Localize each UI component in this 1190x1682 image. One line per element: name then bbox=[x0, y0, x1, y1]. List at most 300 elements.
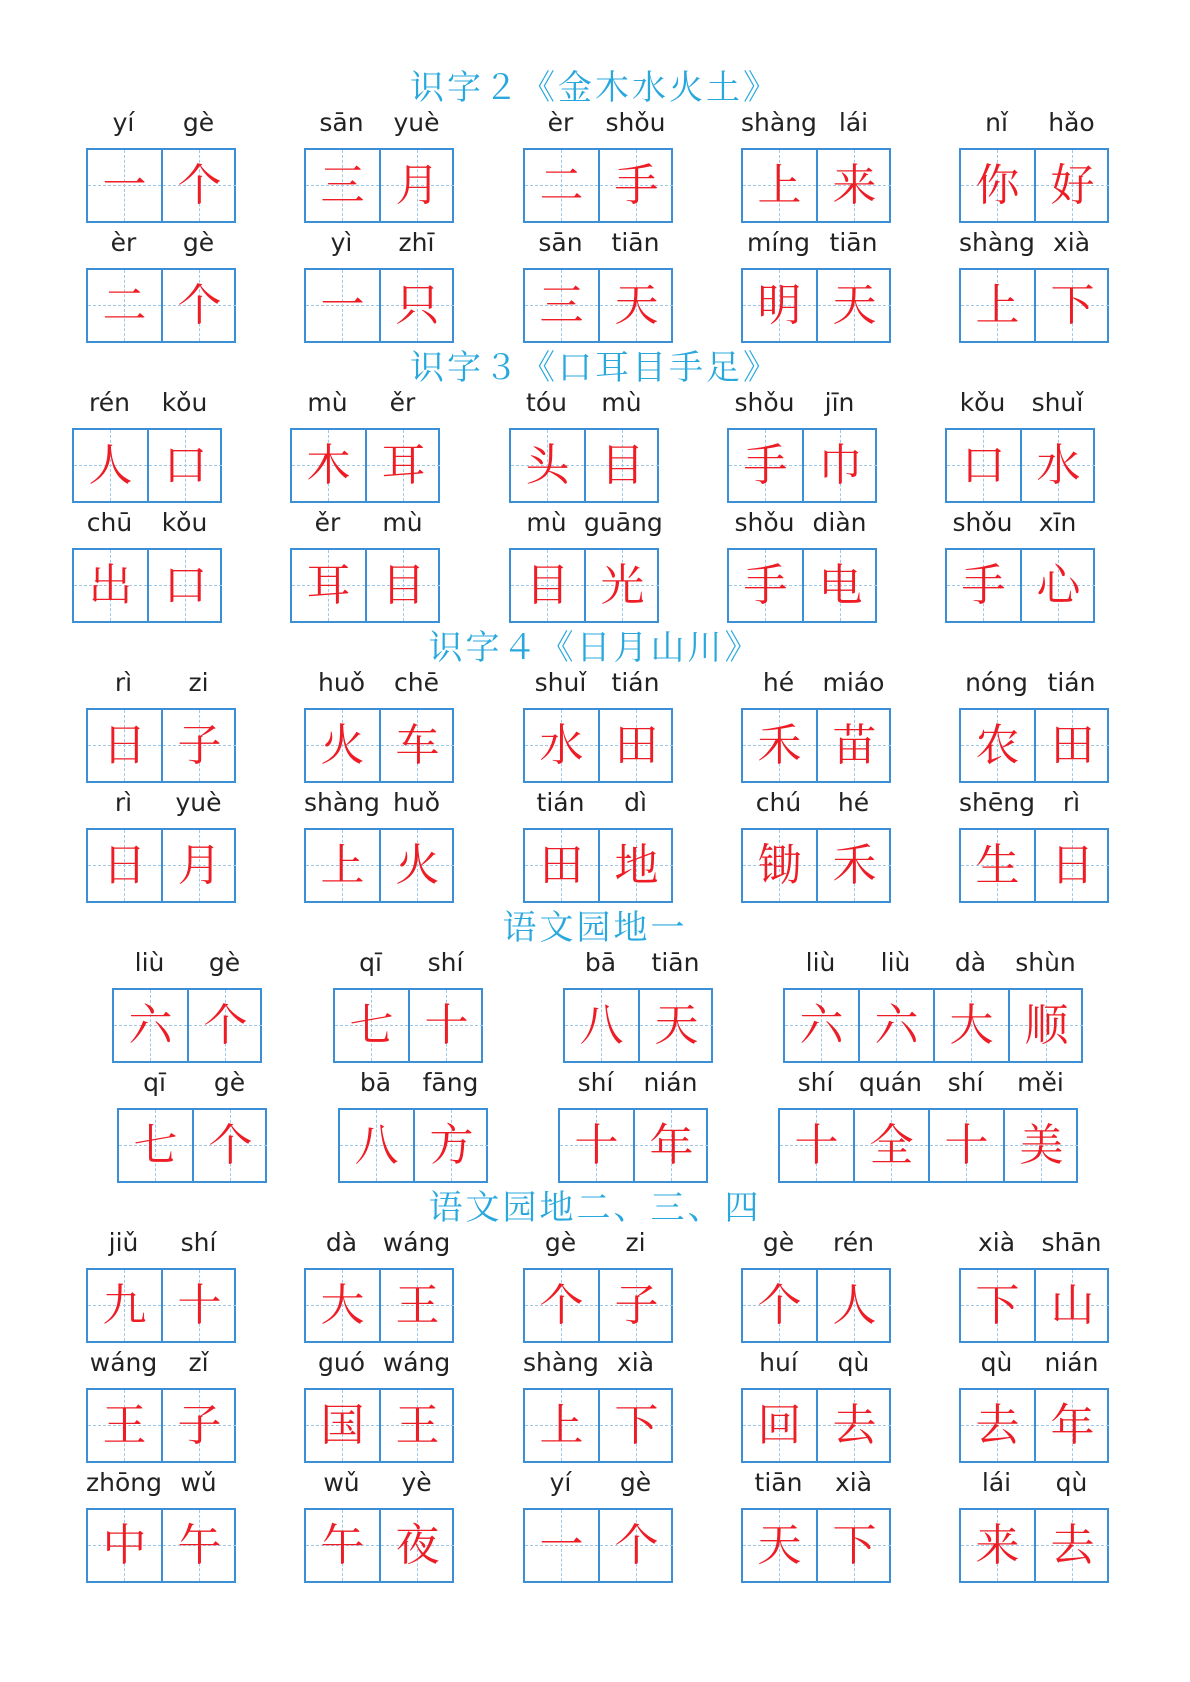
pinyin-label: měi bbox=[1017, 1068, 1064, 1097]
tianzige-cell bbox=[743, 710, 816, 781]
hanzi-character: 个 bbox=[177, 280, 222, 331]
word-card bbox=[304, 1228, 454, 1343]
tianzige-box bbox=[959, 828, 1109, 903]
hanzi-character: 人 bbox=[832, 1280, 877, 1331]
tianzige-box bbox=[304, 708, 454, 783]
pinyin-label: zi bbox=[625, 1228, 646, 1257]
hanzi-character: 去 bbox=[832, 1400, 877, 1451]
word-card bbox=[523, 1468, 673, 1583]
pinyin-label: bā bbox=[359, 1068, 392, 1097]
hanzi-character: 王 bbox=[395, 1400, 440, 1451]
section-title: 语文园地一 bbox=[502, 908, 688, 948]
tianzige-cell bbox=[88, 270, 161, 341]
tianzige-box bbox=[741, 828, 891, 903]
pinyin-label: èr bbox=[547, 108, 574, 137]
tianzige-cell bbox=[785, 990, 858, 1061]
pinyin-label: jīn bbox=[824, 388, 855, 417]
word-card bbox=[523, 668, 673, 783]
word-card bbox=[72, 508, 222, 623]
word-card bbox=[304, 1468, 454, 1583]
hanzi-character: 目 bbox=[600, 440, 645, 491]
hanzi-character: 上 bbox=[539, 1400, 584, 1451]
tianzige-cell bbox=[640, 990, 713, 1061]
tianzige-cell bbox=[818, 270, 891, 341]
tianzige-cell bbox=[525, 830, 598, 901]
tianzige-box bbox=[959, 1508, 1109, 1583]
word-card bbox=[304, 108, 454, 223]
hanzi-character: 六 bbox=[874, 1000, 919, 1051]
tianzige-cell bbox=[367, 550, 440, 621]
tianzige-cell bbox=[961, 1510, 1034, 1581]
tianzige-cell bbox=[743, 1510, 816, 1581]
tianzige-cell bbox=[855, 1110, 928, 1181]
pinyin-label: tiān bbox=[754, 1468, 803, 1497]
pinyin-label: rén bbox=[833, 1228, 874, 1257]
tianzige-cell bbox=[306, 150, 379, 221]
tianzige-box bbox=[558, 1108, 708, 1183]
tianzige-box bbox=[727, 428, 877, 503]
tianzige-cell bbox=[961, 1270, 1034, 1341]
tianzige-cell bbox=[163, 1390, 236, 1461]
tianzige-cell bbox=[961, 830, 1034, 901]
tianzige-cell bbox=[381, 830, 454, 901]
pinyin-label: xià bbox=[616, 1348, 655, 1377]
tianzige-cell bbox=[306, 1390, 379, 1461]
tianzige-cell bbox=[961, 150, 1034, 221]
pinyin-label: nǐ bbox=[985, 108, 1008, 137]
word-card bbox=[523, 1348, 673, 1463]
pinyin-label: shuǐ bbox=[1031, 388, 1084, 417]
tianzige-cell bbox=[381, 270, 454, 341]
tianzige-cell bbox=[600, 830, 673, 901]
pinyin-label: qù bbox=[980, 1348, 1013, 1377]
pinyin-label: nóng bbox=[965, 668, 1028, 697]
tianzige-cell bbox=[1036, 150, 1109, 221]
word-card bbox=[563, 948, 713, 1063]
hanzi-character: 子 bbox=[614, 1280, 659, 1331]
tianzige-cell bbox=[415, 1110, 488, 1181]
tianzige-cell bbox=[729, 430, 802, 501]
hanzi-character: 大 bbox=[320, 1280, 365, 1331]
pinyin-label: shí bbox=[947, 1068, 984, 1097]
tianzige-box bbox=[523, 1508, 673, 1583]
tianzige-cell bbox=[149, 550, 222, 621]
tianzige-cell bbox=[586, 430, 659, 501]
hanzi-character: 锄 bbox=[757, 840, 802, 891]
tianzige-box bbox=[117, 1108, 267, 1183]
tianzige-cell bbox=[1036, 1390, 1109, 1461]
pinyin-label: ěr bbox=[389, 388, 416, 417]
tianzige-box bbox=[741, 1508, 891, 1583]
pinyin-label: dì bbox=[624, 788, 647, 817]
section-title: 识字２《金木水火土》 bbox=[410, 68, 780, 108]
tianzige-box bbox=[959, 708, 1109, 783]
hanzi-character: 个 bbox=[614, 1520, 659, 1571]
tianzige-box bbox=[523, 1388, 673, 1463]
tianzige-cell bbox=[935, 990, 1008, 1061]
section-title: 识字３《口耳目手足》 bbox=[410, 348, 780, 388]
hanzi-character: 田 bbox=[1050, 720, 1095, 771]
pinyin-label: chē bbox=[394, 668, 439, 697]
tianzige-cell bbox=[88, 830, 161, 901]
tianzige-box bbox=[523, 1268, 673, 1343]
hanzi-character: 午 bbox=[320, 1520, 365, 1571]
hanzi-character: 明 bbox=[757, 280, 802, 331]
pinyin-label: shǒu bbox=[734, 508, 795, 537]
tianzige-box bbox=[290, 548, 440, 623]
pinyin-label: xià bbox=[834, 1468, 873, 1497]
tianzige-cell bbox=[635, 1110, 708, 1181]
pinyin-label: nián bbox=[1044, 1348, 1099, 1377]
word-card bbox=[783, 948, 1083, 1063]
pinyin-label: míng bbox=[746, 228, 810, 257]
hanzi-character: 六 bbox=[128, 1000, 173, 1051]
hanzi-character: 山 bbox=[1050, 1280, 1095, 1331]
tianzige-cell bbox=[194, 1110, 267, 1181]
tianzige-cell bbox=[1036, 1270, 1109, 1341]
pinyin-label: shǒu bbox=[734, 388, 795, 417]
tianzige-box bbox=[86, 268, 236, 343]
tianzige-cell bbox=[306, 830, 379, 901]
tianzige-cell bbox=[88, 150, 161, 221]
hanzi-character: 口 bbox=[961, 440, 1006, 491]
tianzige-cell bbox=[292, 550, 365, 621]
tianzige-cell bbox=[860, 990, 933, 1061]
tianzige-box bbox=[338, 1108, 488, 1183]
tianzige-cell bbox=[114, 990, 187, 1061]
pinyin-label: xià bbox=[977, 1228, 1016, 1257]
pinyin-label: qī bbox=[143, 1068, 166, 1097]
hanzi-character: 口 bbox=[163, 440, 208, 491]
word-card bbox=[959, 1348, 1109, 1463]
pinyin-label: sān bbox=[538, 228, 583, 257]
tianzige-cell bbox=[600, 270, 673, 341]
tianzige-box bbox=[959, 148, 1109, 223]
tianzige-box bbox=[86, 708, 236, 783]
hanzi-character: 电 bbox=[818, 560, 863, 611]
word-card bbox=[290, 508, 440, 623]
tianzige-cell bbox=[600, 1390, 673, 1461]
hanzi-character: 生 bbox=[975, 840, 1020, 891]
hanzi-character: 七 bbox=[133, 1120, 178, 1171]
tianzige-box bbox=[333, 988, 483, 1063]
pinyin-label: rì bbox=[114, 668, 133, 697]
hanzi-character: 八 bbox=[579, 1000, 624, 1051]
word-card bbox=[338, 1068, 488, 1183]
hanzi-character: 水 bbox=[1036, 440, 1081, 491]
word-card bbox=[304, 788, 454, 903]
tianzige-box bbox=[523, 148, 673, 223]
word-card bbox=[558, 1068, 708, 1183]
pinyin-label: zhī bbox=[398, 228, 435, 257]
pinyin-label: mù bbox=[307, 388, 348, 417]
hanzi-character: 上 bbox=[320, 840, 365, 891]
tianzige-box bbox=[304, 1388, 454, 1463]
tianzige-box bbox=[290, 428, 440, 503]
hanzi-character: 田 bbox=[539, 840, 584, 891]
hanzi-character: 大 bbox=[949, 1000, 994, 1051]
pinyin-label: tiān bbox=[651, 948, 700, 977]
pinyin-label: gè bbox=[182, 108, 215, 137]
tianzige-box bbox=[509, 548, 659, 623]
tianzige-cell bbox=[292, 430, 365, 501]
hanzi-character: 日 bbox=[102, 840, 147, 891]
hanzi-character: 手 bbox=[743, 440, 788, 491]
tianzige-box bbox=[112, 988, 262, 1063]
word-card bbox=[741, 788, 891, 903]
tianzige-box bbox=[778, 1108, 1078, 1183]
tianzige-box bbox=[523, 708, 673, 783]
tianzige-cell bbox=[1036, 270, 1109, 341]
pinyin-label: wǔ bbox=[180, 1468, 217, 1497]
pinyin-label: shuǐ bbox=[534, 668, 587, 697]
tianzige-cell bbox=[743, 830, 816, 901]
hanzi-character: 天 bbox=[654, 1000, 699, 1051]
pinyin-label: gè bbox=[182, 228, 215, 257]
hanzi-character: 一 bbox=[102, 160, 147, 211]
pinyin-label: nián bbox=[643, 1068, 698, 1097]
hanzi-character: 七 bbox=[349, 1000, 394, 1051]
tianzige-cell bbox=[818, 830, 891, 901]
word-card bbox=[523, 1228, 673, 1343]
hanzi-character: 苗 bbox=[832, 720, 877, 771]
tianzige-cell bbox=[525, 1510, 598, 1581]
hanzi-character: 上 bbox=[975, 280, 1020, 331]
word-card bbox=[117, 1068, 267, 1183]
tianzige-cell bbox=[1036, 830, 1109, 901]
tianzige-cell bbox=[119, 1110, 192, 1181]
hanzi-character: 月 bbox=[395, 160, 440, 211]
tianzige-cell bbox=[1036, 710, 1109, 781]
hanzi-character: 天 bbox=[832, 280, 877, 331]
pinyin-label: wáng bbox=[89, 1348, 158, 1377]
tianzige-cell bbox=[88, 1390, 161, 1461]
hanzi-character: 去 bbox=[975, 1400, 1020, 1451]
hanzi-character: 六 bbox=[799, 1000, 844, 1051]
pinyin-label: shǒu bbox=[952, 508, 1013, 537]
hanzi-character: 美 bbox=[1019, 1120, 1064, 1171]
tianzige-box bbox=[563, 988, 713, 1063]
pinyin-label: qù bbox=[837, 1348, 870, 1377]
tianzige-cell bbox=[818, 710, 891, 781]
tianzige-cell bbox=[163, 830, 236, 901]
tianzige-cell bbox=[743, 1390, 816, 1461]
pinyin-label: diàn bbox=[812, 508, 867, 537]
pinyin-label: hǎo bbox=[1048, 108, 1095, 137]
tianzige-cell bbox=[743, 270, 816, 341]
hanzi-character: 八 bbox=[354, 1120, 399, 1171]
tianzige-cell bbox=[1022, 550, 1095, 621]
hanzi-character: 上 bbox=[757, 160, 802, 211]
hanzi-character: 十 bbox=[574, 1120, 619, 1171]
tianzige-box bbox=[959, 1388, 1109, 1463]
tianzige-cell bbox=[163, 150, 236, 221]
hanzi-character: 月 bbox=[177, 840, 222, 891]
tianzige-cell bbox=[961, 1390, 1034, 1461]
pinyin-label: gè bbox=[619, 1468, 652, 1497]
hanzi-character: 全 bbox=[869, 1120, 914, 1171]
tianzige-box bbox=[86, 1388, 236, 1463]
word-card bbox=[304, 1348, 454, 1463]
tianzige-cell bbox=[600, 1510, 673, 1581]
hanzi-character: 王 bbox=[102, 1400, 147, 1451]
pinyin-label: liù bbox=[805, 948, 836, 977]
pinyin-label: shàng bbox=[523, 1348, 599, 1377]
section-title: 识字４《日月山川》 bbox=[428, 628, 762, 668]
tianzige-cell bbox=[818, 150, 891, 221]
tianzige-box bbox=[304, 1508, 454, 1583]
pinyin-label: yí bbox=[112, 108, 135, 137]
pinyin-label: shàng bbox=[741, 108, 817, 137]
pinyin-label: gè bbox=[213, 1068, 246, 1097]
pinyin-label: shàng bbox=[959, 228, 1035, 257]
hanzi-character: 木 bbox=[306, 440, 351, 491]
tianzige-cell bbox=[381, 1270, 454, 1341]
tianzige-cell bbox=[381, 1390, 454, 1461]
hanzi-character: 中 bbox=[102, 1520, 147, 1571]
word-card bbox=[86, 1228, 236, 1343]
hanzi-character: 国 bbox=[320, 1400, 365, 1451]
tianzige-box bbox=[304, 148, 454, 223]
word-card bbox=[86, 1348, 236, 1463]
word-card bbox=[741, 668, 891, 783]
pinyin-label: èr bbox=[110, 228, 137, 257]
tianzige-cell bbox=[729, 550, 802, 621]
word-card bbox=[72, 388, 222, 503]
pinyin-label: guó bbox=[317, 1348, 365, 1377]
pinyin-label: mù bbox=[382, 508, 423, 537]
pinyin-label: lái bbox=[981, 1468, 1012, 1497]
hanzi-character: 来 bbox=[975, 1520, 1020, 1571]
tianzige-box bbox=[86, 148, 236, 223]
section-title: 语文园地二、三、四 bbox=[428, 1188, 762, 1228]
pinyin-label: hé bbox=[762, 668, 795, 697]
hanzi-character: 十 bbox=[794, 1120, 839, 1171]
word-card bbox=[304, 228, 454, 343]
tianzige-box bbox=[945, 428, 1095, 503]
tianzige-cell bbox=[88, 1270, 161, 1341]
hanzi-character: 禾 bbox=[832, 840, 877, 891]
word-card bbox=[86, 788, 236, 903]
pinyin-label: shùn bbox=[1015, 948, 1076, 977]
tianzige-box bbox=[72, 548, 222, 623]
pinyin-label: wáng bbox=[382, 1348, 451, 1377]
word-card bbox=[741, 1348, 891, 1463]
tianzige-box bbox=[304, 828, 454, 903]
hanzi-character: 个 bbox=[203, 1000, 248, 1051]
word-card bbox=[523, 788, 673, 903]
hanzi-character: 手 bbox=[961, 560, 1006, 611]
pinyin-label: tóu bbox=[526, 388, 567, 417]
pinyin-label: yì bbox=[330, 228, 353, 257]
hanzi-character: 水 bbox=[539, 720, 584, 771]
pinyin-label: rì bbox=[1062, 788, 1081, 817]
tianzige-cell bbox=[367, 430, 440, 501]
tianzige-cell bbox=[525, 1270, 598, 1341]
tianzige-cell bbox=[511, 430, 584, 501]
tianzige-cell bbox=[560, 1110, 633, 1181]
hanzi-character: 巾 bbox=[818, 440, 863, 491]
pinyin-label: mù bbox=[601, 388, 642, 417]
tianzige-cell bbox=[74, 550, 147, 621]
pinyin-label: sān bbox=[319, 108, 364, 137]
word-card bbox=[959, 1228, 1109, 1343]
tianzige-box bbox=[959, 1268, 1109, 1343]
hanzi-character: 十 bbox=[424, 1000, 469, 1051]
hanzi-character: 农 bbox=[975, 720, 1020, 771]
pinyin-label: bā bbox=[584, 948, 617, 977]
hanzi-character: 只 bbox=[395, 280, 440, 331]
pinyin-label: gè bbox=[208, 948, 241, 977]
tianzige-cell bbox=[600, 710, 673, 781]
tianzige-box bbox=[86, 1508, 236, 1583]
tianzige-box bbox=[523, 268, 673, 343]
tianzige-cell bbox=[381, 1510, 454, 1581]
hanzi-character: 火 bbox=[395, 840, 440, 891]
hanzi-character: 口 bbox=[163, 560, 208, 611]
tianzige-box bbox=[727, 548, 877, 623]
tianzige-cell bbox=[804, 430, 877, 501]
hanzi-character: 方 bbox=[429, 1120, 474, 1171]
tianzige-cell bbox=[335, 990, 408, 1061]
tianzige-cell bbox=[1022, 430, 1095, 501]
pinyin-label: mù bbox=[526, 508, 567, 537]
word-card bbox=[112, 948, 262, 1063]
tianzige-cell bbox=[381, 710, 454, 781]
hanzi-character: 一 bbox=[539, 1520, 584, 1571]
pinyin-label: tián bbox=[1047, 668, 1096, 697]
tianzige-cell bbox=[565, 990, 638, 1061]
hanzi-character: 地 bbox=[614, 840, 659, 891]
tianzige-cell bbox=[189, 990, 262, 1061]
tianzige-box bbox=[523, 828, 673, 903]
hanzi-character: 好 bbox=[1050, 160, 1095, 211]
pinyin-label: wǔ bbox=[323, 1468, 360, 1497]
pinyin-label: dà bbox=[954, 948, 987, 977]
pinyin-label: chú bbox=[755, 788, 802, 817]
hanzi-character: 去 bbox=[1050, 1520, 1095, 1571]
pinyin-label: xià bbox=[1052, 228, 1091, 257]
word-card bbox=[304, 668, 454, 783]
tianzige-cell bbox=[525, 1390, 598, 1461]
pinyin-label: zi bbox=[188, 668, 209, 697]
tianzige-cell bbox=[306, 1510, 379, 1581]
tianzige-cell bbox=[818, 1390, 891, 1461]
pinyin-label: guāng bbox=[584, 508, 663, 537]
pinyin-label: shí bbox=[427, 948, 464, 977]
word-card bbox=[333, 948, 483, 1063]
tianzige-cell bbox=[525, 270, 598, 341]
pinyin-label: yuè bbox=[393, 108, 440, 137]
word-card bbox=[509, 508, 663, 623]
tianzige-box bbox=[741, 148, 891, 223]
pinyin-label: shàng bbox=[304, 788, 380, 817]
tianzige-cell bbox=[88, 710, 161, 781]
hanzi-character: 年 bbox=[1050, 1400, 1095, 1451]
tianzige-box bbox=[741, 268, 891, 343]
hanzi-character: 火 bbox=[320, 720, 365, 771]
pinyin-label: rì bbox=[114, 788, 133, 817]
hanzi-character: 禾 bbox=[757, 720, 802, 771]
word-card bbox=[509, 388, 659, 503]
pinyin-label: gè bbox=[544, 1228, 577, 1257]
word-card bbox=[86, 1468, 236, 1583]
tianzige-cell bbox=[1036, 1510, 1109, 1581]
tianzige-cell bbox=[947, 550, 1020, 621]
hanzi-character: 二 bbox=[102, 280, 147, 331]
pinyin-label: kǒu bbox=[161, 508, 208, 537]
tianzige-cell bbox=[163, 710, 236, 781]
